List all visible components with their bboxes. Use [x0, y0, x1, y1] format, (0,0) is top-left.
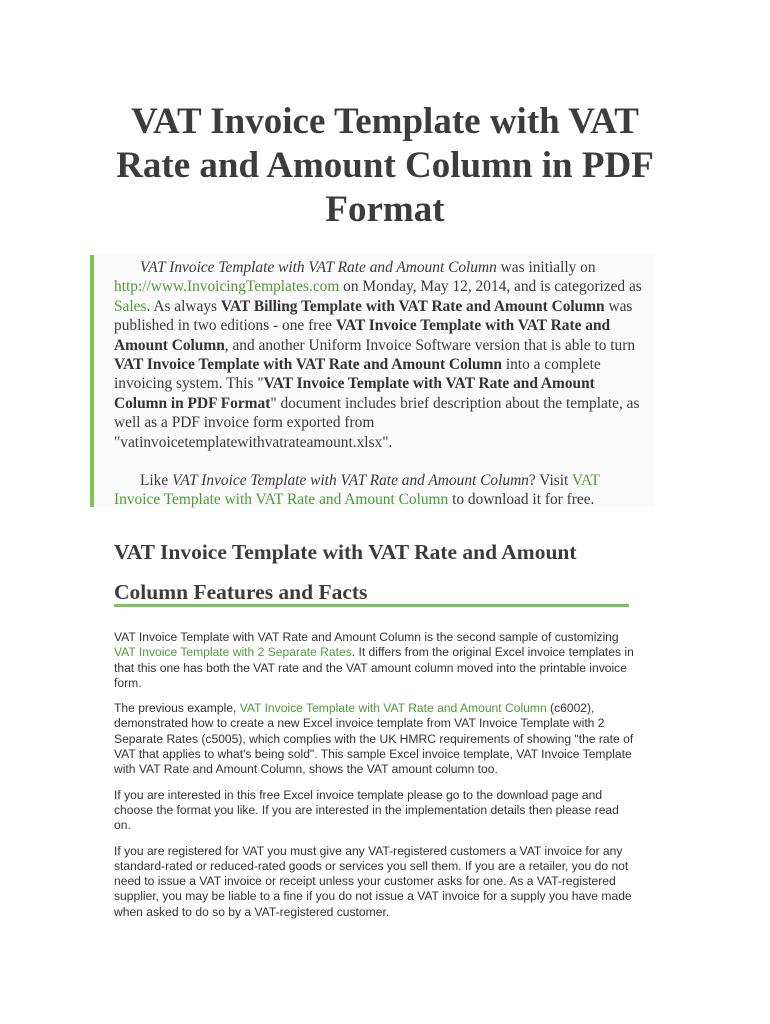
- text: on Monday, May 12, 2014, and is categorized as: [339, 278, 642, 296]
- text: The previous example,: [114, 701, 240, 716]
- bold-text: VAT Invoice Template with VAT Rate and Amount Column in PDF Format: [114, 375, 595, 412]
- text: was initially on: [496, 259, 596, 276]
- body-text: [114, 630, 639, 930]
- text: ? Visit: [528, 472, 572, 490]
- text: Like: [140, 472, 173, 490]
- bold-text: VAT Invoice Template with VAT Rate and Amount Column: [114, 317, 611, 354]
- intro-paragraph: [114, 258, 647, 452]
- features-heading: VAT Invoice Template with VAT Rate and Amount Column Features and Facts: [114, 540, 577, 604]
- text: . As always: [146, 297, 221, 315]
- text: " document includes brief description about the template, as well as a PDF invoice form exported from "vatinvoicetemplatewithvatrateamount.xlsx".: [114, 394, 640, 451]
- text: to download it for free.: [448, 491, 595, 509]
- body-paragraph: [114, 630, 639, 691]
- body-paragraph: If you are interested in this free Excel invoice template please go to the download page and choose the format you like. If you are interested in the implementation details then please read on.: [114, 787, 619, 833]
- separate-rates-link[interactable]: VAT Invoice Template with 2 Separate Rates: [114, 645, 352, 660]
- download-link[interactable]: VAT Invoice Template with VAT Rate and Amount Column: [114, 472, 600, 509]
- text: VAT Invoice Template with VAT Rate and Amount Column is the second sample of customizing: [114, 630, 619, 644]
- intro-blockquote: [90, 255, 655, 507]
- text: was published in two editions - one free: [114, 297, 633, 335]
- site-link[interactable]: http://www.InvoicingTemplates.com: [114, 278, 340, 296]
- body-paragraph: If you are registered for VAT you must give any VAT-registered customers a VAT invoice for any standard-rated or reduced-rated goods or services you sell them. If you are a retailer, you do not need to issue a VAT invoice or receipt unless your customer asks for one. As a VAT-registered supplier, you may be liable to a fine if you do not issue a VAT invoice for a supply you have made when asked to do so by a VAT-registered customer.: [114, 843, 632, 919]
- text: . It differs from the original Excel invoice templates in that this one has both the VAT rate and the VAT amount column moved into the printable invoice form.: [114, 645, 634, 690]
- text: into a complete invoicing system. This ": [114, 356, 601, 393]
- template-name-italic: VAT Invoice Template with VAT Rate and Amount Column: [140, 259, 497, 276]
- bold-text: VAT Invoice Template with VAT Rate and Amount Column: [114, 356, 502, 374]
- page-title: VAT Invoice Template with VAT Rate and Amount Column in PDF Format: [116, 101, 654, 230]
- text: , and another Uniform Invoice Software version that is able to turn: [224, 336, 636, 354]
- template-name-italic: VAT Invoice Template with VAT Rate and Amount Column: [172, 472, 529, 490]
- body-paragraph: [114, 701, 639, 777]
- text: (c6002), demonstrated how to create a new Excel invoice template from VAT Invoice Template with 2 Separate Rates (c5005), which complies with the UK HMRC requirements of showing "the rate of VAT that applies to what's being sold". This sample Excel invoice template, VAT Invoice Template with VAT Rate and Amount Column, shows the VAT amount column too.: [114, 701, 634, 777]
- category-link[interactable]: Sales: [114, 297, 147, 315]
- heading-underline: [114, 604, 629, 607]
- bold-text: VAT Billing Template with VAT Rate and Amount Column: [220, 297, 605, 315]
- previous-example-link[interactable]: VAT Invoice Template with VAT Rate and Amount Column: [239, 701, 547, 716]
- visit-paragraph: [114, 471, 647, 510]
